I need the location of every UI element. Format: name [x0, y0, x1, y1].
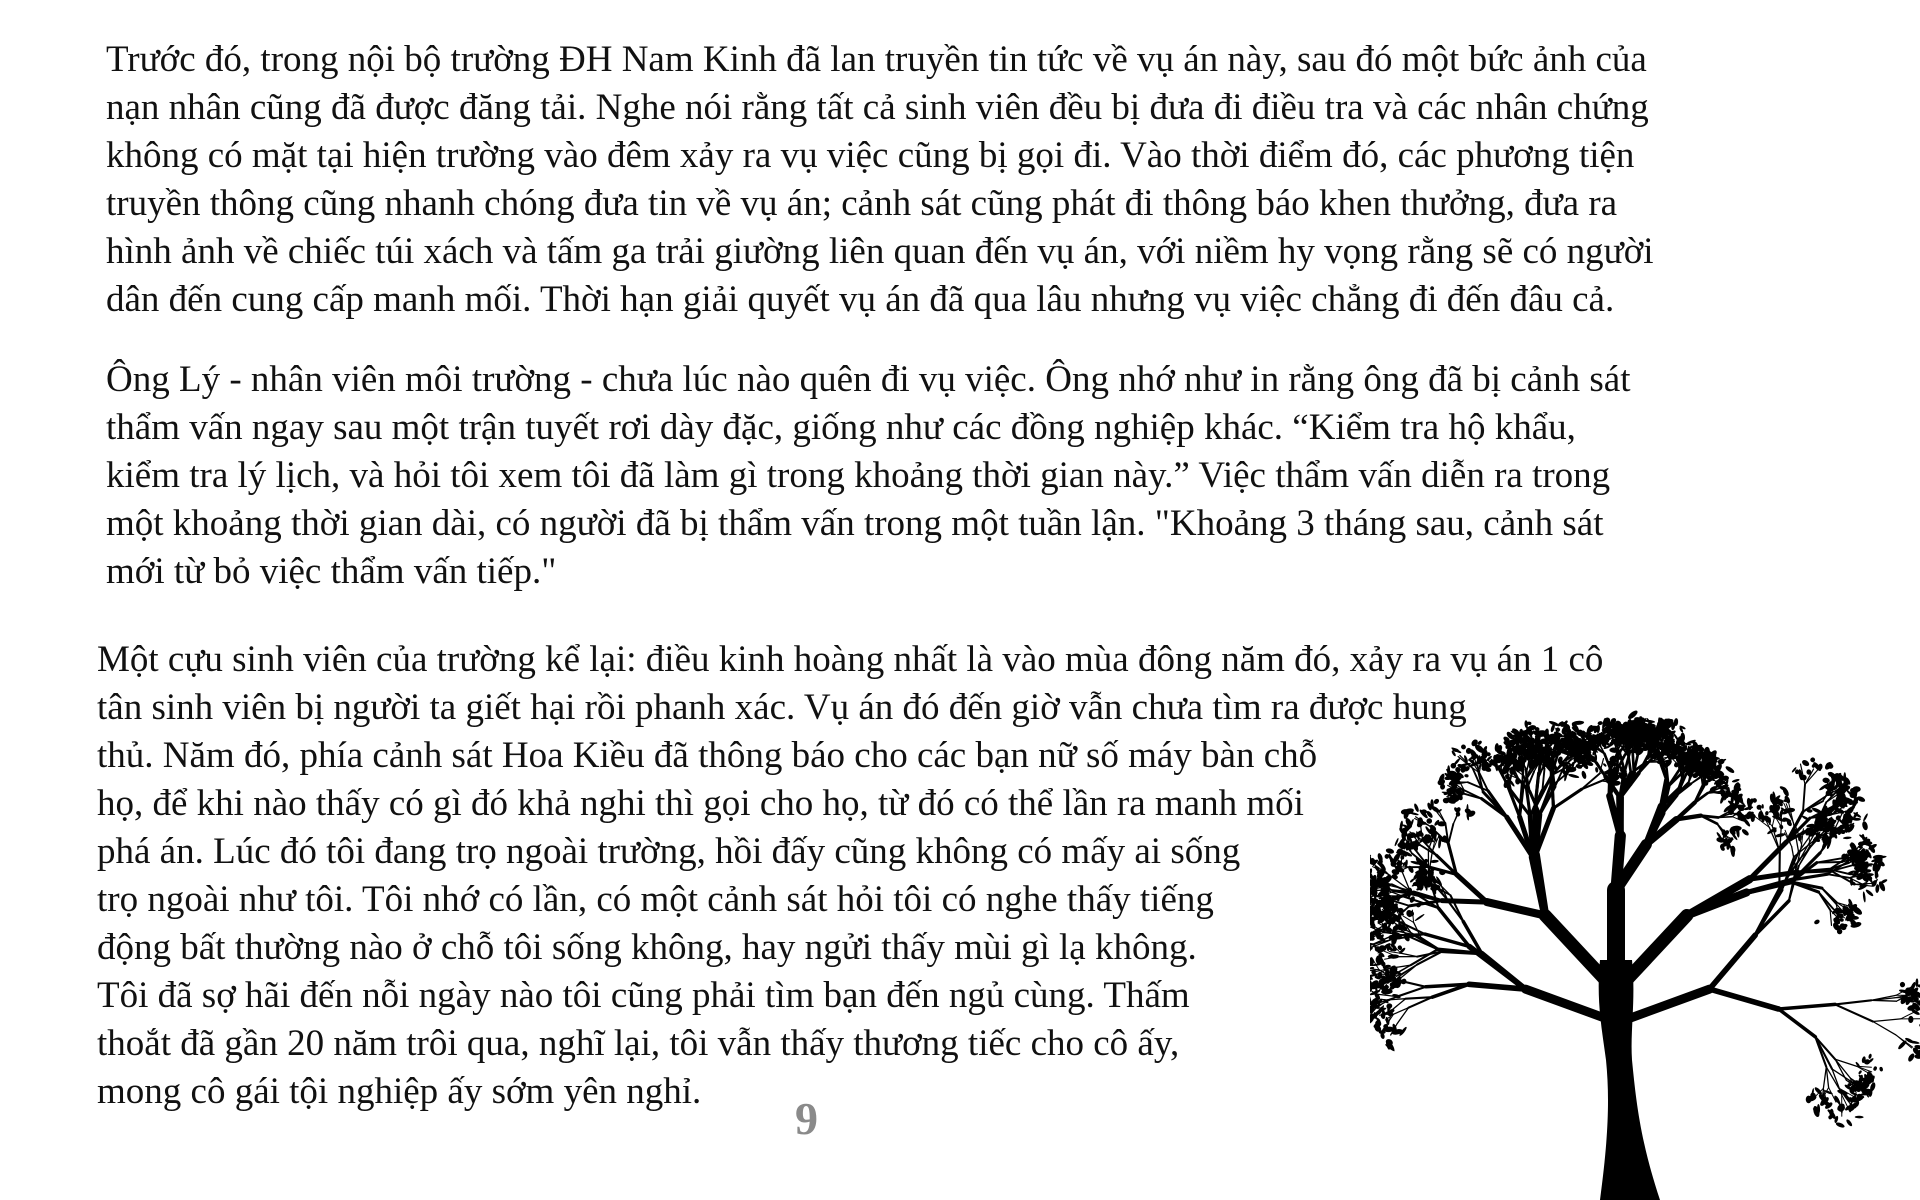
text-line: tân sinh viên bị người ta giết hại rồi phanh xác. Vụ án đó đến giờ vẫn chưa tìm ra được hung: [97, 687, 1467, 728]
text-line: trọ ngoài như tôi. Tôi nhớ có lần, có một cảnh sát hỏi tôi có nghe thấy tiếng: [97, 879, 1214, 920]
text-line: truyền thông cũng nhanh chóng đưa tin về vụ án; cảnh sát cũng phát đi thông báo khen thưởng, đưa ra: [106, 183, 1618, 224]
text-line: động bất thường nào ở chỗ tôi sống không, hay ngửi thấy mùi gì lạ không.: [97, 927, 1197, 968]
text-line: mong cô gái tội nghiệp ấy sớm yên nghỉ.: [97, 1071, 702, 1112]
text-line: thẩm vấn ngay sau một trận tuyết rơi dày đặc, giống như các đồng nghiệp khác. “Kiểm tra hộ khẩu,: [106, 407, 1576, 448]
text-line: thủ. Năm đó, phía cảnh sát Hoa Kiều đã thông báo cho các bạn nữ số máy bàn chỗ: [97, 735, 1318, 776]
text-line: Trước đó, trong nội bộ trường ĐH Nam Kinh đã lan truyền tin tức về vụ án này, sau đó một bức ảnh của: [106, 39, 1647, 80]
text-line: hình ảnh về chiếc túi xách và tấm ga trải giường liên quan đến vụ án, với niềm hy vọng rằng sẽ có người: [106, 231, 1654, 272]
page-number: 9: [795, 1093, 818, 1144]
text-line: thoắt đã gần 20 năm trôi qua, nghĩ lại, tôi vẫn thấy thương tiếc cho cô ấy,: [97, 1023, 1180, 1064]
text-line: kiểm tra lý lịch, và hỏi tôi xem tôi đã làm gì trong khoảng thời gian này.” Việc thẩm vấn diễn ra trong: [106, 455, 1611, 496]
text-line: Tôi đã sợ hãi đến nỗi ngày nào tôi cũng phải tìm bạn đến ngủ cùng. Thấm: [97, 975, 1190, 1016]
tree-silhouette-illustration: [1370, 700, 1920, 1200]
text-line: không có mặt tại hiện trường vào đêm xảy ra vụ việc cũng bị gọi đi. Vào thời điểm đó, các phương tiện: [106, 135, 1635, 176]
paragraph-mr-ly-recollection: [106, 356, 1630, 596]
text-line: dân đến cung cấp manh mối. Thời hạn giải quyết vụ án đã qua lâu nhưng vụ việc chẳng đi đến đâu cả.: [106, 279, 1615, 320]
text-line: phá án. Lúc đó tôi đang trọ ngoài trường, hồi đấy cũng không có mấy ai sống: [97, 831, 1241, 872]
text-line: họ, để khi nào thấy có gì đó khả nghi thì gọi cho họ, từ đó có thể lần ra manh mối: [97, 783, 1304, 824]
text-line: mới từ bỏ việc thẩm vấn tiếp.": [106, 551, 557, 592]
text-line: Ông Lý - nhân viên môi trường - chưa lúc nào quên đi vụ việc. Ông nhớ như in rằng ông đã bị cảnh sát: [106, 359, 1631, 400]
text-line: Một cựu sinh viên của trường kể lại: điều kinh hoàng nhất là vào mùa đông năm đó, xảy ra vụ án 1 cô: [97, 639, 1604, 680]
tree-trunk: [1599, 960, 1660, 1200]
tree-leaves: [1370, 709, 1920, 1129]
text-line: một khoảng thời gian dài, có người đã bị thẩm vấn trong một tuần lận. "Khoảng 3 tháng sau, cảnh sát: [106, 503, 1604, 544]
paragraph-investigation-news: [106, 36, 1654, 324]
text-line: nạn nhân cũng đã được đăng tải. Nghe nói rằng tất cả sinh viên đều bị đưa đi điều tra và các nhân chứng: [106, 87, 1649, 128]
